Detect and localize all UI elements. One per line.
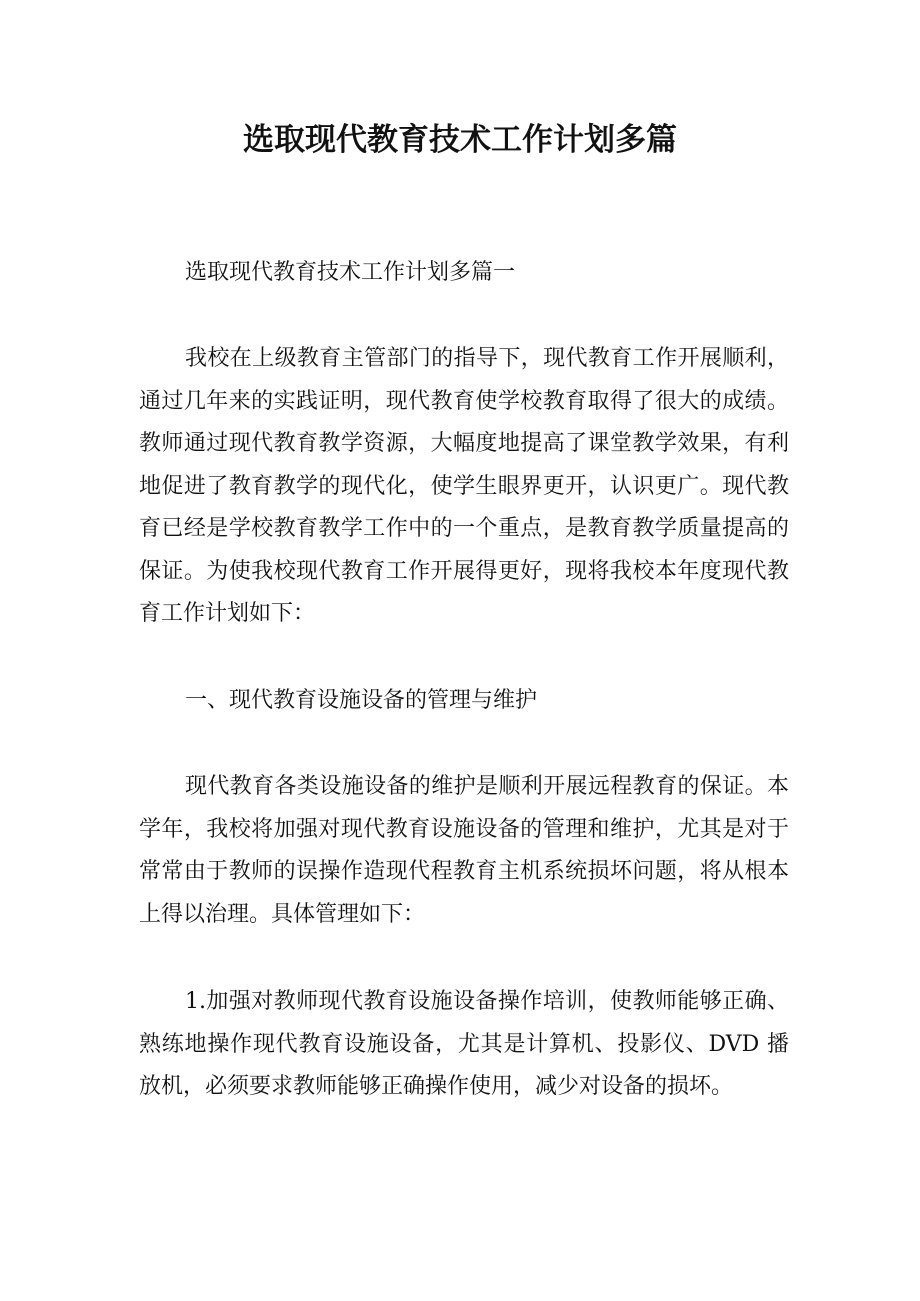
body-paragraph: 1.加强对教师现代教育设施设备操作培训，使教师能够正确、熟练地操作现代教育设施设备，尤其是计算机、投影仪、DVD 播放机，必须要求教师能够正确操作使用，减少对设备的损坏。 (139, 989, 789, 1099)
section-heading: 一、现代教育设施设备的管理与维护 (185, 688, 538, 713)
section-heading: 选取现代教育技术工作计划多篇一 (185, 260, 516, 285)
body-paragraph: 我校在上级教育主管部门的指导下，现代教育工作开展顺利，通过几年来的实践证明，现代教育使学校教育取得了很大的成绩。教师通过现代教育教学资源，大幅度地提高了课堂教学效果，有利地促进了教育教学的现代化，使学生眼界更开，认识更广。现代教育已经是学校教育教学工作中的一个重点，是教育教学质量提高的保证。为使我校现代教育工作开展得更好，现将我校本年度现代教育工作计划如下： (139, 346, 789, 626)
body-paragraph: 现代教育各类设施设备的维护是顺利开展远程教育的保证。本学年，我校将加强对现代教育设施设备的管理和维护，尤其是对于常常由于教师的误操作造现代程教育主机系统损坏问题，将从根本上得以治理。具体管理如下： (139, 774, 789, 927)
document-title: 选取现代教育技术工作计划多篇 (243, 122, 677, 158)
